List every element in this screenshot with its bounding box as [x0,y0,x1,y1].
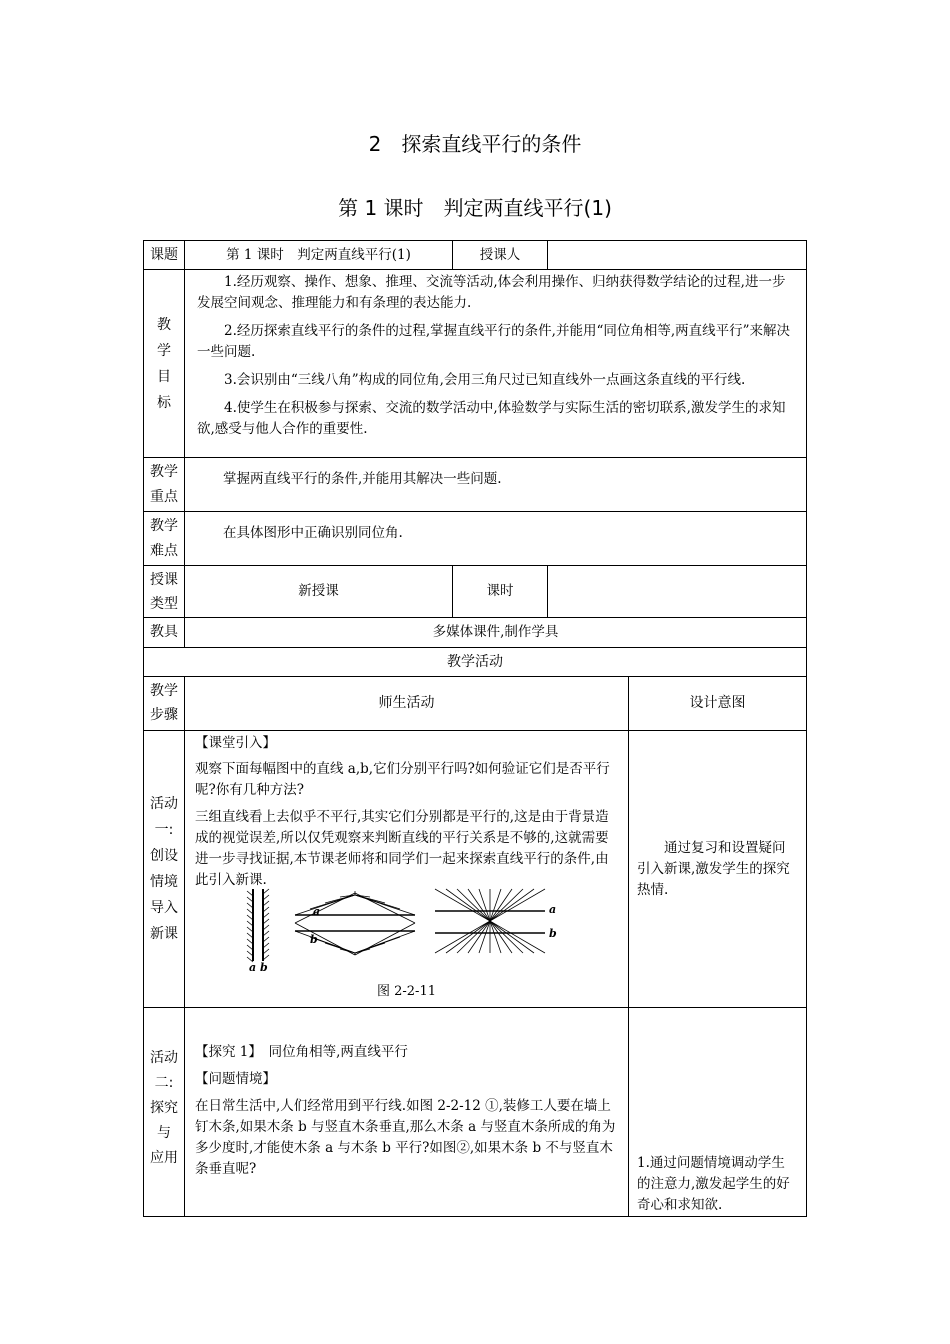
period-value [547,565,807,618]
focus-value: 掌握两直线平行的条件,并能用其解决一些问题. [184,457,807,512]
activity2-content [184,1007,629,1217]
intent-header: 设计意图 [628,676,807,731]
figure-line [355,923,415,955]
objective-3: 3.会识别由“三线八角”构成的同位角,会用三角尺过已知直线外一点画这条直线的平行线. [224,372,746,388]
objective-2: 2.经历探索直线平行的条件的过程,掌握直线平行的条件,并能用“同位角相等,两直线平行”来解决一些问题. [197,323,791,360]
objective-4: 4.使学生在积极参与探索、交流的数学活动中,体验数学与实际生活的密切联系,激发学生的求知欲,感受与他人合作的重要性. [197,400,786,437]
figure-line [325,895,355,903]
figure-line [355,931,415,953]
activities-header: 教学活动 [143,647,807,677]
activity1-text1: 观察下面每幅图中的直线 a,b,它们分别平行吗?如何验证它们是否平行呢?你有几种方法? [195,761,610,798]
fig3-label-a: a [549,903,557,916]
activity1-content [184,730,629,1008]
type-value: 新授课 [184,565,453,618]
activity2-label: 活动 二: 探究 与 应用 [143,1007,185,1217]
period-label: 课时 [452,565,548,618]
activity2-intent: 1.通过问题情境调动学生的注意力,激发起学生的好奇心和求知欲. [628,1007,807,1217]
objectives-content [184,269,807,458]
activity-header: 师生活动 [184,676,629,731]
activity1-heading: 【课堂引入】 [195,735,276,751]
teacher-value [547,240,807,270]
step-header: 教学 步骤 [143,676,185,731]
topic-label: 课题 [143,240,185,270]
fig2-label-a: a [313,905,321,918]
activity2-heading: 【探究 1】 同位角相等,两直线平行 [195,1044,408,1060]
figure-line [355,895,415,915]
figure-line [295,923,355,955]
tools-label: 教具 [143,617,185,648]
topic-value: 第 1 课时 判定两直线平行(1) [184,240,453,270]
objective-1: 1.经历观察、操作、想象、推理、交流等活动,体会利用操作、归纳获得数学结论的过程,进一步发展空间观念、推理能力和有条理的表达能力. [197,274,786,311]
activity1-label: 活动 一: 创设 情境 导入 新课 [143,730,185,1008]
figure-line [355,893,415,923]
objectives-label: 教 学 目 标 [143,269,185,458]
focus-label: 教学 重点 [143,457,185,512]
figure-line [295,893,355,923]
section-title: 2 探索直线平行的条件 [368,132,582,156]
figure-caption: 图 2-2-11 [376,984,436,999]
activity2-subheading: 【问题情境】 [195,1071,276,1087]
tools-value: 多媒体课件,制作学具 [184,617,807,648]
fig3-label-b: b [549,927,557,940]
type-label: 授课 类型 [143,565,185,618]
activity1-text2: 三组直线看上去似乎不平行,其实它们分别都是平行的,这是由于背景造成的视觉误差,所以仅凭观察来判断直线的平行关系是不够的,这就需要进一步寻找证据,本节课老师将和同学们一起来探索直线平行的条件,由此引入新课. [195,809,609,888]
figure-2-2-11 [235,885,565,975]
fig1-label-ab: a b [249,961,268,974]
activity2-text: 在日常生活中,人们经常用到平行线.如图 2-2-12 ①,装修工人要在墙上钉木条,如果木条 b 与竖直木条垂直,那么木条 a 与竖直木条所成的角为多少度时,才能使木条 a 与木条 b 平行?如图②,如果木条 b 不与竖直木条垂直呢? [195,1098,616,1177]
difficulty-value: 在具体图形中正确识别同位角. [184,511,807,566]
teacher-label: 授课人 [452,240,548,270]
lesson-title: 第 1 课时 判定两直线平行(1) [338,196,612,220]
activity1-intent: 通过复习和设置疑问引入新课,激发学生的探究热情. [628,730,807,1008]
difficulty-label: 教学 难点 [143,511,185,566]
fig2-label-b: b [310,933,318,946]
